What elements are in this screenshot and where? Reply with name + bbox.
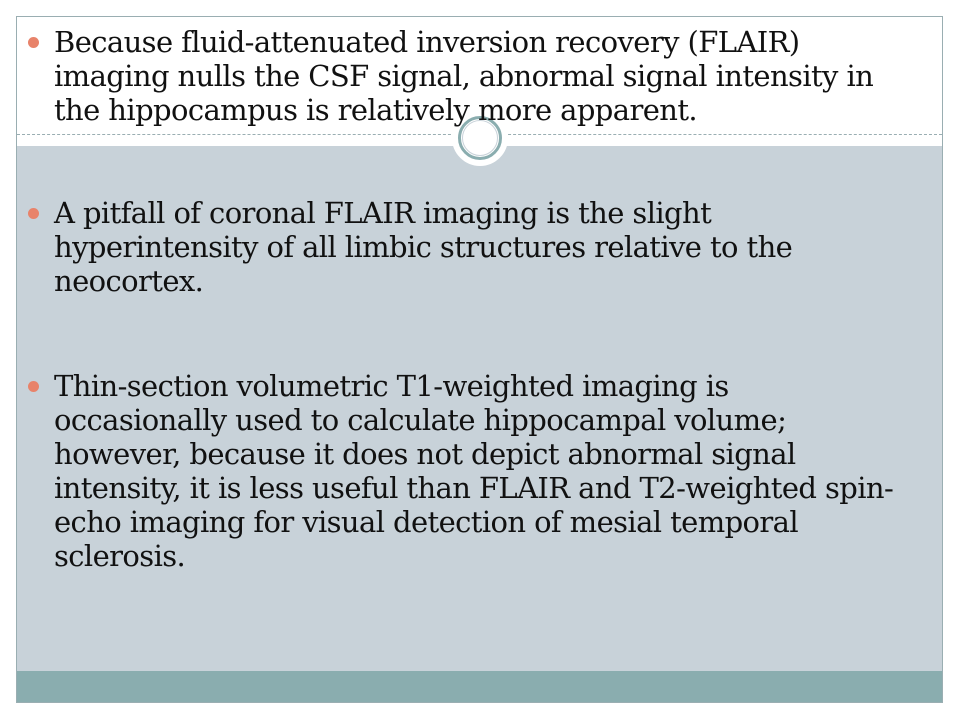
bullet-text: Thin-section volumetric T1-weighted imaging is occasionally used to calculate hippocampal volume; however, because it does not depict abnormal signal intensity, it is less useful than FLAIR and T2-weighted spin-echo imaging for visual detection of mesial temporal sclerosis. (54, 369, 894, 573)
bullet-dot-icon (28, 381, 39, 392)
bullet-dot-icon (28, 37, 39, 48)
bullet-text: A pitfall of coronal FLAIR imaging is the slight hyperintensity of all limbic structures relative to the neocortex. (54, 196, 793, 298)
bullet-dot-icon (28, 208, 39, 219)
bullet-item (28, 25, 908, 127)
bullet-item (28, 196, 908, 298)
bullet-item (28, 369, 908, 573)
bullet-text: Because fluid-attenuated inversion recovery (FLAIR) imaging nulls the CSF signal, abnormal signal intensity in the hippocampus is relatively more apparent. (54, 25, 874, 127)
